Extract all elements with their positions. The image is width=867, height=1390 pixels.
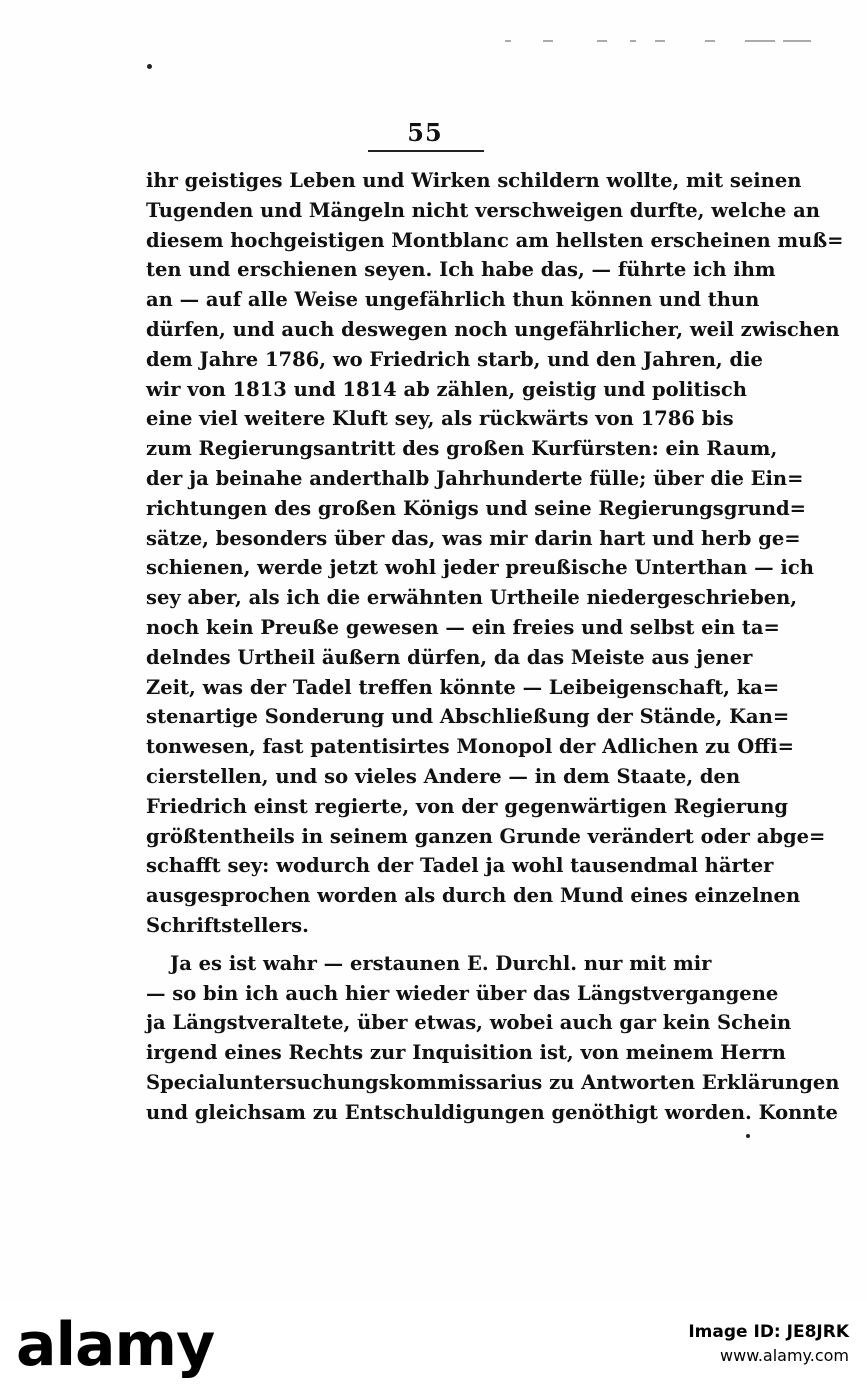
brand-logo: alamy xyxy=(16,1310,215,1380)
text-line: stenartige Sonderung und Abschließung der Stände, Kan= xyxy=(146,705,790,729)
text-line: dem Jahre 1786, wo Friedrich starb, und den Jahren, die xyxy=(146,347,763,371)
text-line: wir von 1813 und 1814 ab zählen, geistig und politisch xyxy=(146,377,747,401)
text-line: irgend eines Rechts zur Inquisition ist, von meinem Herrn xyxy=(146,1041,786,1065)
text-line: tonwesen, fast patentisirtes Monopol der Adlichen zu Offi= xyxy=(146,735,794,759)
text-line: Friedrich einst regierte, von der gegenwärtigen Regierung xyxy=(146,794,789,818)
ink-speck xyxy=(746,1134,750,1138)
text-line: — so bin ich auch hier wieder über das Längstvergangene xyxy=(146,981,779,1005)
text-line: eine viel weitere Kluft sey, als rückwärts von 1786 bis xyxy=(146,407,734,431)
text-line: Ja es ist wahr — erstaunen E. Durchl. nur mit mir xyxy=(170,951,712,975)
text-line: schafft sey: wodurch der Tadel ja wohl tausendmal härter xyxy=(146,854,774,878)
text-line: zum Regierungsantritt des großen Kurfürsten: ein Raum, xyxy=(146,437,778,461)
ink-speck xyxy=(147,64,152,69)
text-line: ihr geistiges Leben und Wirken schildern wollte, mit seinen xyxy=(146,169,802,192)
text-line: Tugenden und Mängeln nicht verschweigen durfte, welche an xyxy=(146,198,820,222)
scan-edge-marks xyxy=(505,40,825,46)
banner-meta xyxy=(688,1322,849,1365)
text-line: Specialuntersuchungskommissarius zu Antworten Erklärungen xyxy=(146,1070,840,1094)
body-text xyxy=(146,166,844,1128)
text-line: cierstellen, und so vieles Andere — in dem Staate, den xyxy=(146,764,741,788)
text-line: Zeit, was der Tadel treffen könnte — Leibeigenschaft, ka= xyxy=(146,675,780,699)
text-line: an — auf alle Weise ungefährlich thun können und thun xyxy=(146,288,760,312)
text-line: ja Längstveraltete, über etwas, wobei auch gar kein Schein xyxy=(146,1011,792,1035)
text-line: richtungen des großen Königs und seine Regierungsgrund= xyxy=(146,496,807,520)
text-line: ten und erschienen seyen. Ich habe das, — führte ich ihm xyxy=(146,258,776,282)
paragraph-1 xyxy=(146,166,844,941)
text-line: diesem hochgeistigen Montblanc am hellsten erscheinen muß= xyxy=(146,228,844,252)
text-line: delndes Urtheil äußern dürfen, da das Meiste aus jener xyxy=(146,645,753,669)
watermark-banner xyxy=(0,1300,867,1390)
page-number: 55 xyxy=(407,118,443,147)
text-line: sey aber, als ich die erwähnten Urtheile niedergeschrieben, xyxy=(146,586,798,610)
text-line: und gleichsam zu Entschuldigungen genöthigt worden. Konnte xyxy=(146,1100,838,1124)
banner-url: www.alamy.com xyxy=(720,1346,849,1365)
text-line: sätze, besonders über das, was mir darin hart und herb ge= xyxy=(146,526,801,550)
text-line: größtentheils in seinem ganzen Grunde verändert oder abge= xyxy=(146,824,826,848)
text-line: der ja beinahe anderthalb Jahrhunderte fülle; über die Ein= xyxy=(146,466,804,490)
text-line: Schriftstellers. xyxy=(146,913,309,937)
text-line: dürfen, und auch deswegen noch ungefährlicher, weil zwischen xyxy=(146,317,840,341)
paragraph-2 xyxy=(146,949,840,1128)
text-line: ausgesprochen worden als durch den Mund eines einzelnen xyxy=(146,884,801,908)
image-id: Image ID: JE8JRK xyxy=(688,1322,849,1342)
text-line: noch kein Preuße gewesen — ein freies und selbst ein ta= xyxy=(146,615,780,639)
text-line: schienen, werde jetzt wohl jeder preußische Unterthan — ich xyxy=(146,556,814,580)
page-number-rule xyxy=(368,150,484,152)
